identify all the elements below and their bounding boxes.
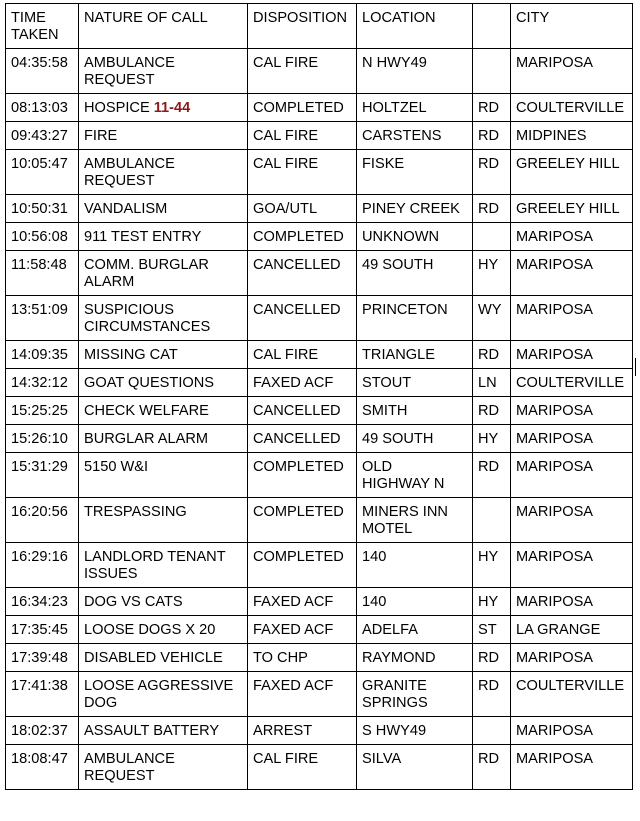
table-row bbox=[6, 251, 633, 296]
nature-cell: LANDLORD TENANT ISSUES bbox=[79, 543, 248, 588]
time-cell: 08:13:03 bbox=[6, 94, 79, 122]
location-cell: 140 bbox=[357, 543, 473, 588]
city-cell: GREELEY HILL bbox=[511, 195, 633, 223]
city-cell: LA GRANGE bbox=[511, 616, 633, 644]
nature-cell: GOAT QUESTIONS bbox=[79, 369, 248, 397]
nature-cell: LOOSE AGGRESSIVE DOG bbox=[79, 672, 248, 717]
suffix-cell: LN bbox=[473, 369, 511, 397]
time-cell: 17:41:38 bbox=[6, 672, 79, 717]
suffix-cell bbox=[473, 498, 511, 543]
disposition-cell: CANCELLED bbox=[248, 397, 357, 425]
location-cell: 49 SOUTH bbox=[357, 251, 473, 296]
nature-cell: DOG VS CATS bbox=[79, 588, 248, 616]
table-row bbox=[6, 616, 633, 644]
city-cell: COULTERVILLE bbox=[511, 369, 633, 397]
time-cell: 16:20:56 bbox=[6, 498, 79, 543]
city-cell: COULTERVILLE bbox=[511, 672, 633, 717]
city-cell: GREELEY HILL bbox=[511, 150, 633, 195]
nature-cell: COMM. BURGLAR ALARM bbox=[79, 251, 248, 296]
suffix-cell: HY bbox=[473, 588, 511, 616]
nature-cell: AMBULANCE REQUEST bbox=[79, 150, 248, 195]
disposition-cell: CANCELLED bbox=[248, 251, 357, 296]
nature-cell: VANDALISM bbox=[79, 195, 248, 223]
location-cell: S HWY49 bbox=[357, 717, 473, 745]
nature-cell: LOOSE DOGS X 20 bbox=[79, 616, 248, 644]
nature-cell: AMBULANCE REQUEST bbox=[79, 49, 248, 94]
time-cell: 15:31:29 bbox=[6, 453, 79, 498]
nature-cell: MISSING CAT bbox=[79, 341, 248, 369]
table-row bbox=[6, 195, 633, 223]
disposition-cell: FAXED ACF bbox=[248, 616, 357, 644]
disposition-cell: CANCELLED bbox=[248, 425, 357, 453]
city-cell: MARIPOSA bbox=[511, 341, 633, 369]
table-row bbox=[6, 745, 633, 790]
table-row bbox=[6, 717, 633, 745]
table-row bbox=[6, 296, 633, 341]
time-cell: 10:05:47 bbox=[6, 150, 79, 195]
table-row bbox=[6, 397, 633, 425]
time-cell: 14:09:35 bbox=[6, 341, 79, 369]
header-disposition: DISPOSITION bbox=[248, 4, 357, 49]
nature-cell: DISABLED VEHICLE bbox=[79, 644, 248, 672]
suffix-cell: RD bbox=[473, 745, 511, 790]
suffix-cell: HY bbox=[473, 425, 511, 453]
nature-cell: AMBULANCE REQUEST bbox=[79, 745, 248, 790]
disposition-cell: GOA/UTL bbox=[248, 195, 357, 223]
disposition-cell: CAL FIRE bbox=[248, 745, 357, 790]
time-cell: 16:29:16 bbox=[6, 543, 79, 588]
nature-cell: ASSAULT BATTERY bbox=[79, 717, 248, 745]
suffix-cell: RD bbox=[473, 672, 511, 717]
city-cell: MARIPOSA bbox=[511, 717, 633, 745]
header-city: CITY bbox=[511, 4, 633, 49]
nature-cell: 911 TEST ENTRY bbox=[79, 223, 248, 251]
time-cell: 04:35:58 bbox=[6, 49, 79, 94]
city-cell: MARIPOSA bbox=[511, 745, 633, 790]
time-cell: 09:43:27 bbox=[6, 122, 79, 150]
nature-cell: CHECK WELFARE bbox=[79, 397, 248, 425]
disposition-cell: COMPLETED bbox=[248, 543, 357, 588]
table-row bbox=[6, 672, 633, 717]
city-cell: MARIPOSA bbox=[511, 251, 633, 296]
header-nature-of-call: NATURE OF CALL bbox=[79, 4, 248, 49]
table-row bbox=[6, 425, 633, 453]
table-row bbox=[6, 453, 633, 498]
city-cell: MARIPOSA bbox=[511, 588, 633, 616]
disposition-cell: FAXED ACF bbox=[248, 369, 357, 397]
suffix-cell: ST bbox=[473, 616, 511, 644]
location-cell: PINEY CREEK bbox=[357, 195, 473, 223]
suffix-cell: RD bbox=[473, 397, 511, 425]
location-cell: MINERS INN MOTEL bbox=[357, 498, 473, 543]
disposition-cell: COMPLETED bbox=[248, 94, 357, 122]
header-location: LOCATION bbox=[357, 4, 473, 49]
nature-cell bbox=[79, 94, 248, 122]
disposition-cell: CAL FIRE bbox=[248, 341, 357, 369]
location-cell: N HWY49 bbox=[357, 49, 473, 94]
table-row bbox=[6, 49, 633, 94]
city-cell: MARIPOSA bbox=[511, 49, 633, 94]
disposition-cell: CAL FIRE bbox=[248, 150, 357, 195]
table-row bbox=[6, 588, 633, 616]
header-time-taken: TIME TAKEN bbox=[6, 4, 79, 49]
location-cell: 49 SOUTH bbox=[357, 425, 473, 453]
city-cell: MARIPOSA bbox=[511, 498, 633, 543]
city-cell: MARIPOSA bbox=[511, 644, 633, 672]
city-cell: MARIPOSA bbox=[511, 543, 633, 588]
city-cell: MARIPOSA bbox=[511, 453, 633, 498]
nature-cell: FIRE bbox=[79, 122, 248, 150]
suffix-cell: RD bbox=[473, 94, 511, 122]
city-cell: COULTERVILLE bbox=[511, 94, 633, 122]
suffix-cell: RD bbox=[473, 195, 511, 223]
disposition-cell: CAL FIRE bbox=[248, 122, 357, 150]
disposition-cell: COMPLETED bbox=[248, 453, 357, 498]
location-cell: TRIANGLE bbox=[357, 341, 473, 369]
disposition-cell: ARREST bbox=[248, 717, 357, 745]
location-cell: OLD HIGHWAY N bbox=[357, 453, 473, 498]
location-cell: RAYMOND bbox=[357, 644, 473, 672]
suffix-cell: RD bbox=[473, 453, 511, 498]
disposition-cell: FAXED ACF bbox=[248, 588, 357, 616]
nature-cell: BURGLAR ALARM bbox=[79, 425, 248, 453]
table-row bbox=[6, 341, 633, 369]
time-cell: 13:51:09 bbox=[6, 296, 79, 341]
table-row bbox=[6, 498, 633, 543]
time-cell: 14:32:12 bbox=[6, 369, 79, 397]
table-row bbox=[6, 122, 633, 150]
city-cell: MARIPOSA bbox=[511, 425, 633, 453]
city-cell: MARIPOSA bbox=[511, 296, 633, 341]
location-cell: ADELFA bbox=[357, 616, 473, 644]
location-cell: GRANITE SPRINGS bbox=[357, 672, 473, 717]
call-log-body bbox=[6, 4, 633, 790]
table-row bbox=[6, 543, 633, 588]
nature-cell: TRESPASSING bbox=[79, 498, 248, 543]
header-row bbox=[6, 4, 633, 49]
table-row bbox=[6, 94, 633, 122]
nature-cell: SUSPICIOUS CIRCUMSTANCES bbox=[79, 296, 248, 341]
disposition-cell: COMPLETED bbox=[248, 498, 357, 543]
location-cell: 140 bbox=[357, 588, 473, 616]
city-cell: MARIPOSA bbox=[511, 223, 633, 251]
table-row bbox=[6, 369, 633, 397]
suffix-cell: RD bbox=[473, 122, 511, 150]
disposition-cell: COMPLETED bbox=[248, 223, 357, 251]
table-row bbox=[6, 644, 633, 672]
location-cell: SMITH bbox=[357, 397, 473, 425]
suffix-cell bbox=[473, 49, 511, 94]
location-cell: CARSTENS bbox=[357, 122, 473, 150]
time-cell: 10:50:31 bbox=[6, 195, 79, 223]
location-cell: SILVA bbox=[357, 745, 473, 790]
time-cell: 17:39:48 bbox=[6, 644, 79, 672]
location-cell: STOUT bbox=[357, 369, 473, 397]
suffix-cell: HY bbox=[473, 543, 511, 588]
table-row bbox=[6, 223, 633, 251]
disposition-cell: TO CHP bbox=[248, 644, 357, 672]
time-cell: 11:58:48 bbox=[6, 251, 79, 296]
suffix-cell: WY bbox=[473, 296, 511, 341]
location-cell: HOLTZEL bbox=[357, 94, 473, 122]
location-cell: PRINCETON bbox=[357, 296, 473, 341]
time-cell: 16:34:23 bbox=[6, 588, 79, 616]
location-cell: FISKE bbox=[357, 150, 473, 195]
disposition-cell: CANCELLED bbox=[248, 296, 357, 341]
suffix-cell: RD bbox=[473, 150, 511, 195]
suffix-cell bbox=[473, 717, 511, 745]
suffix-cell: RD bbox=[473, 644, 511, 672]
time-cell: 15:26:10 bbox=[6, 425, 79, 453]
nature-cell: 5150 W&I bbox=[79, 453, 248, 498]
nature-text: HOSPICE bbox=[84, 100, 150, 116]
time-cell: 18:02:37 bbox=[6, 717, 79, 745]
nature-code: 11-44 bbox=[153, 100, 191, 116]
page-edge-mark bbox=[635, 358, 636, 376]
time-cell: 10:56:08 bbox=[6, 223, 79, 251]
table-row bbox=[6, 150, 633, 195]
time-cell: 17:35:45 bbox=[6, 616, 79, 644]
disposition-cell: FAXED ACF bbox=[248, 672, 357, 717]
city-cell: MIDPINES bbox=[511, 122, 633, 150]
suffix-cell: RD bbox=[473, 341, 511, 369]
call-log-table bbox=[5, 3, 633, 790]
suffix-cell: HY bbox=[473, 251, 511, 296]
location-cell: UNKNOWN bbox=[357, 223, 473, 251]
suffix-cell bbox=[473, 223, 511, 251]
time-cell: 18:08:47 bbox=[6, 745, 79, 790]
city-cell: MARIPOSA bbox=[511, 397, 633, 425]
disposition-cell: CAL FIRE bbox=[248, 49, 357, 94]
time-cell: 15:25:25 bbox=[6, 397, 79, 425]
header-street-suffix bbox=[473, 4, 511, 49]
